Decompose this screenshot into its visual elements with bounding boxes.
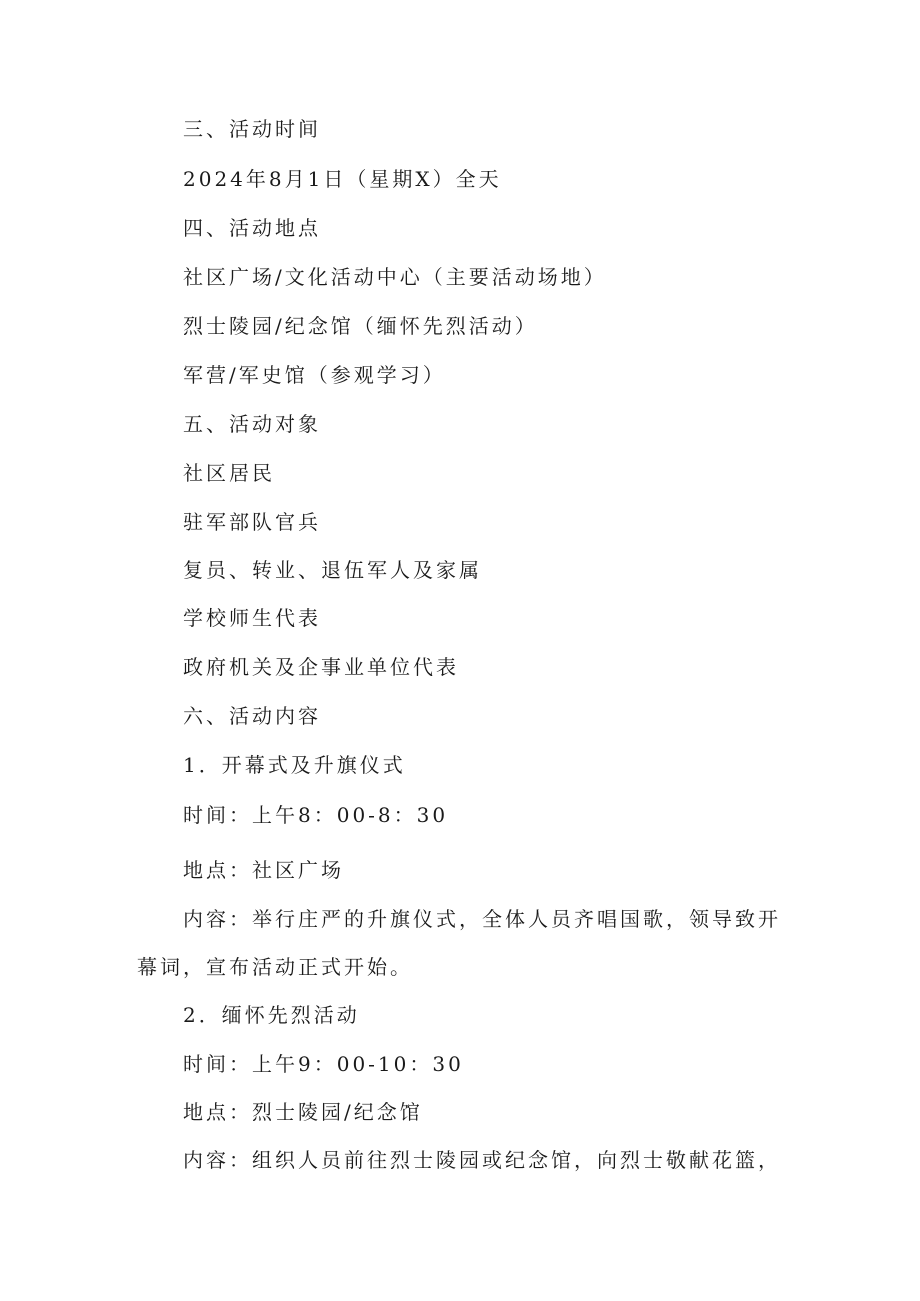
- text-line-location-2: 烈士陵园/纪念馆（缅怀先烈活动）: [183, 314, 538, 338]
- text-line-participant-1: 社区居民: [183, 461, 275, 485]
- section-heading-time: 三、活动时间: [183, 117, 321, 141]
- text-line-date: 2024年8月1日（星期X）全天: [183, 167, 502, 191]
- text-line-place-1: 地点：社区广场: [183, 858, 344, 882]
- text-line-content-1a: 内容：举行庄严的升旗仪式，全体人员齐唱国歌，领导致开: [183, 907, 781, 931]
- subsection-heading-1: 1．开幕式及升旗仪式: [183, 753, 406, 777]
- text-line-place-2: 地点：烈士陵园/纪念馆: [183, 1100, 423, 1124]
- section-heading-location: 四、活动地点: [183, 216, 321, 240]
- text-line-participant-2: 驻军部队官兵: [183, 510, 321, 534]
- text-line-participant-5: 政府机关及企事业单位代表: [183, 655, 459, 679]
- text-line-time-1: 时间：上午8：00-8：30: [183, 803, 449, 827]
- section-heading-participants: 五、活动对象: [183, 412, 321, 436]
- text-line-time-2: 时间：上午9：00-10：30: [183, 1052, 464, 1076]
- subsection-heading-2: 2．缅怀先烈活动: [183, 1003, 360, 1027]
- text-line-content-2a: 内容：组织人员前往烈士陵园或纪念馆，向烈士敬献花篮，: [183, 1148, 781, 1172]
- text-line-participant-4: 学校师生代表: [183, 606, 321, 630]
- section-heading-content: 六、活动内容: [183, 704, 321, 728]
- text-line-location-3: 军营/军史馆（参观学习）: [183, 363, 446, 387]
- text-line-content-1b: 幕词，宣布活动正式开始。: [137, 955, 413, 979]
- text-line-participant-3: 复员、转业、退伍军人及家属: [183, 558, 482, 582]
- text-line-location-1: 社区广场/文化活动中心（主要活动场地）: [183, 265, 607, 289]
